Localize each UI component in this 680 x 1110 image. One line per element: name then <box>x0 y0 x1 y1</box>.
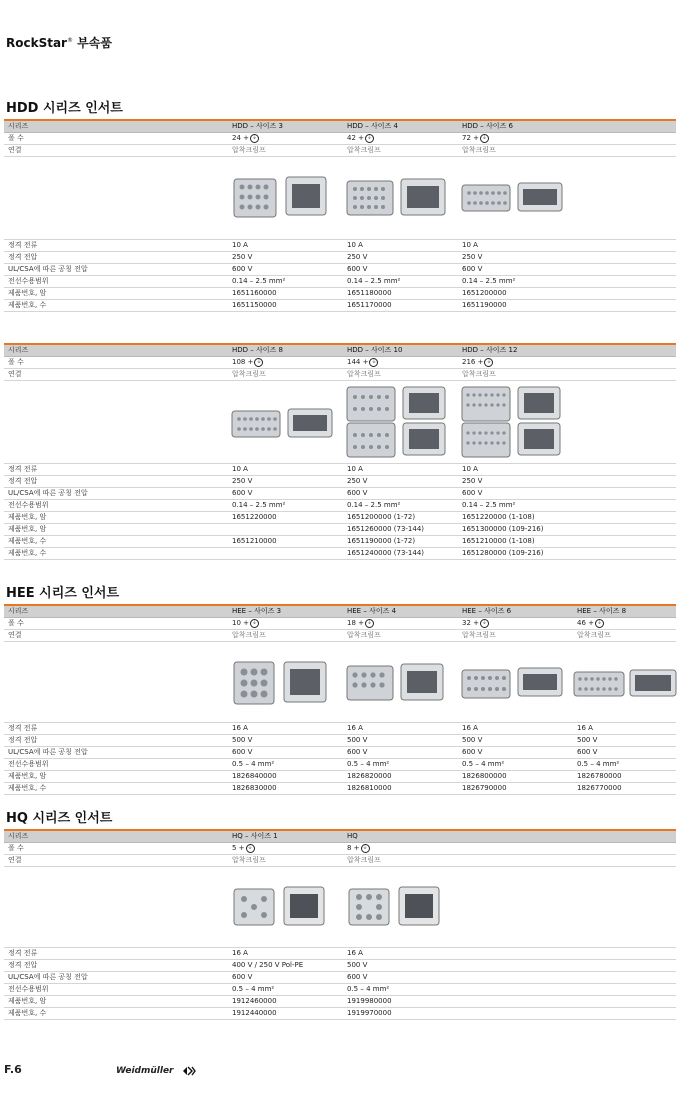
spec-table <box>4 829 676 1020</box>
section-title: HDD 시리즈 인서트 <box>6 101 123 116</box>
ground-icon: ⏚ <box>256 358 262 365</box>
ground-icon: ⏚ <box>481 619 487 626</box>
hdd-section <box>4 101 676 312</box>
voltage-row: 정격 전압 250 V 250 V 250 V <box>4 252 676 264</box>
section-title: HEE 시리즈 인서트 <box>6 586 120 601</box>
part-male-row: 제품번호, 수 1651150000 1651170000 1651190000 <box>4 300 676 312</box>
connector-insert-image <box>341 867 451 947</box>
spec-table <box>4 119 676 312</box>
connection-row: 연결 압착크림프 압착크림프 압착크림프 압착크림프 <box>4 630 676 642</box>
series-row: 시리즈 HDD – 사이즈 3 HDD – 사이즈 4 HDD – 사이즈 6 <box>4 121 676 133</box>
ul-voltage-row: UL/CSA에 따른 공칭 전압 600 V 600 V 600 V <box>4 488 676 500</box>
connector-insert-image <box>226 157 336 239</box>
connector-insert-image <box>226 867 336 947</box>
hdd-section-2 <box>4 343 676 560</box>
connection-row: 연결 압착크림프 압착크림프 <box>4 855 676 867</box>
connector-insert-image <box>341 642 451 722</box>
spec-table <box>4 343 676 560</box>
ground-icon: ⏚ <box>481 134 487 141</box>
connector-insert-image <box>570 642 680 722</box>
ul-voltage-row: UL/CSA에 따른 공칭 전압 600 V 600 V 600 V 600 V <box>4 747 676 759</box>
ul-voltage-row: UL/CSA에 따른 공칭 전압 600 V 600 V <box>4 972 676 984</box>
voltage-row: 정격 전압 500 V 500 V 500 V 500 V <box>4 735 676 747</box>
page-number: F.6 <box>4 1063 22 1076</box>
part-male-row: 제품번호, 수 1826830000 1826810000 1826790000 1826770000 <box>4 783 676 795</box>
connector-insert-image <box>226 642 336 722</box>
part-male-row-2: 제품번호, 수 1651240000 (73-144) 1651280000 (109-216) <box>4 548 676 560</box>
part-female-row: 제품번호, 암 1912460000 1919980000 <box>4 996 676 1008</box>
connector-insert-image <box>341 157 451 239</box>
current-row: 정격 전류 10 A 10 A 10 A <box>4 240 676 252</box>
brand-mark-icon <box>182 1066 196 1076</box>
section-title: HQ 시리즈 인서트 <box>6 811 113 826</box>
connector-insert-image <box>226 381 336 463</box>
brand-logo: Weidmüller <box>116 1066 174 1076</box>
wire-row: 전선수용범위 0.5 – 4 mm² 0.5 – 4 mm² <box>4 984 676 996</box>
page-title: RockStar® 부속품 <box>6 36 112 50</box>
ground-icon: ⏚ <box>247 844 253 851</box>
part-female-row: 제품번호, 암 1651160000 1651180000 1651200000 <box>4 288 676 300</box>
part-female-row: 제품번호, 암 1826840000 1826820000 1826800000 1826780000 <box>4 771 676 783</box>
ground-icon: ⏚ <box>371 358 377 365</box>
product-images <box>4 381 676 464</box>
ground-icon: ⏚ <box>251 619 257 626</box>
hee-section <box>4 586 676 795</box>
poles-row: 폴 수 24 + ⏚ 42 + ⏚ 72 + ⏚ <box>4 133 676 145</box>
ground-icon: ⏚ <box>251 134 257 141</box>
part-male-row: 제품번호, 수 1651210000 1651190000 (1-72) 1651210000 (1-108) <box>4 536 676 548</box>
wire-row: 전선수용범위 0.14 – 2.5 mm² 0.14 – 2.5 mm² 0.14 – 2.5 mm² <box>4 500 676 512</box>
series-row: 시리즈 HDD – 사이즈 8 HDD – 사이즈 10 HDD – 사이즈 12 <box>4 345 676 357</box>
part-female-row: 제품번호, 암 1651220000 1651200000 (1-72) 1651220000 (1-108) <box>4 512 676 524</box>
ground-icon: ⏚ <box>366 619 372 626</box>
product-images <box>4 642 676 723</box>
poles-row: 폴 수 10 + ⏚ 18 + ⏚ 32 + ⏚ 46 + ⏚ <box>4 618 676 630</box>
ground-icon: ⏚ <box>362 844 368 851</box>
part-male-row: 제품번호, 수 1912440000 1919970000 <box>4 1008 676 1020</box>
ground-icon: ⏚ <box>486 358 492 365</box>
series-row: 시리즈 HEE – 사이즈 3 HEE – 사이즈 4 HEE – 사이즈 6 HEE – 사이즈 8 <box>4 606 676 618</box>
wire-row: 전선수용범위 0.14 – 2.5 mm² 0.14 – 2.5 mm² 0.14 – 2.5 mm² <box>4 276 676 288</box>
voltage-row: 정격 전압 400 V / 250 V Pol-PE 500 V <box>4 960 676 972</box>
ul-voltage-row: UL/CSA에 따른 공칭 전압 600 V 600 V 600 V <box>4 264 676 276</box>
connection-row: 연결 압착크림프 압착크림프 압착크림프 <box>4 145 676 157</box>
current-row: 정격 전류 16 A 16 A 16 A 16 A <box>4 723 676 735</box>
poles-row: 폴 수 5 + ⏚ 8 + ⏚ <box>4 843 676 855</box>
hq-section <box>4 811 676 1020</box>
current-row: 정격 전류 10 A 10 A 10 A <box>4 464 676 476</box>
wire-row: 전선수용범위 0.5 – 4 mm² 0.5 – 4 mm² 0.5 – 4 mm² 0.5 – 4 mm² <box>4 759 676 771</box>
current-row: 정격 전류 16 A 16 A <box>4 948 676 960</box>
ground-icon: ⏚ <box>596 619 602 626</box>
spec-table <box>4 604 676 795</box>
connector-insert-image <box>456 381 566 463</box>
product-images <box>4 157 676 240</box>
connector-insert-image <box>456 642 566 722</box>
connector-insert-image <box>341 381 451 463</box>
part-female-row-2: 제품번호, 암 1651260000 (73-144) 1651300000 (109-216) <box>4 524 676 536</box>
connector-insert-image <box>456 157 566 239</box>
poles-row: 폴 수 108 + ⏚ 144 + ⏚ 216 + ⏚ <box>4 357 676 369</box>
series-row: 시리즈 HQ – 사이즈 1 HQ <box>4 831 676 843</box>
product-images <box>4 867 676 948</box>
ground-icon: ⏚ <box>366 134 372 141</box>
voltage-row: 정격 전압 250 V 250 V 250 V <box>4 476 676 488</box>
connection-row: 연결 압착크림프 압착크림프 압착크림프 <box>4 369 676 381</box>
